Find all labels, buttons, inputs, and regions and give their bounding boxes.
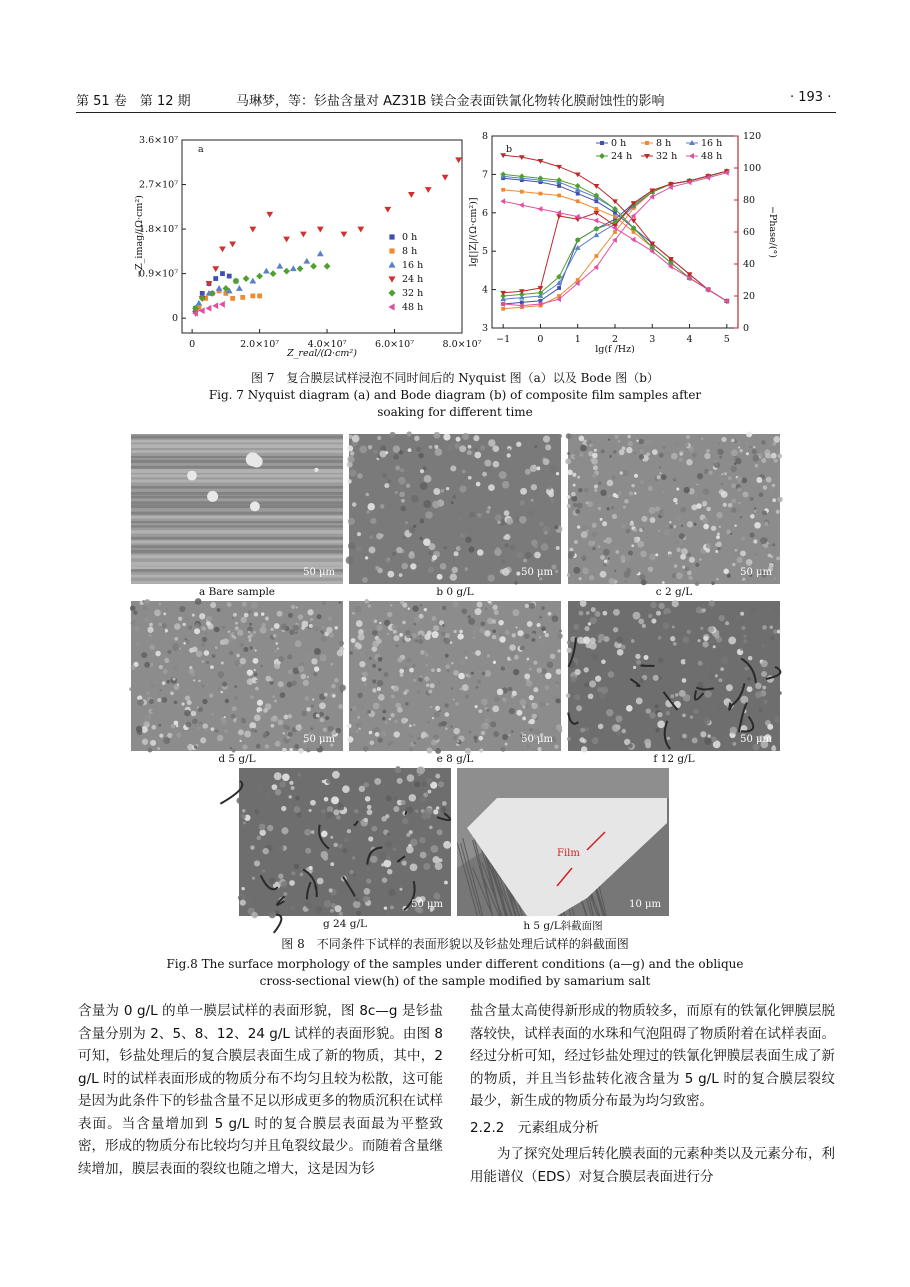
data-point [206, 305, 212, 312]
modulus-point [613, 215, 617, 219]
x-tick-label: 3 [649, 334, 656, 345]
y-tick-label: 1.8×10⁷ [139, 224, 178, 236]
x-tick-label: 5 [723, 334, 730, 345]
data-point [290, 265, 297, 271]
data-point [270, 270, 277, 277]
x-tick-label: 4.0×10⁷ [307, 339, 347, 350]
modulus-point [500, 198, 505, 204]
x-tick-label: −1 [496, 334, 511, 345]
x-tick-label: 1 [574, 334, 581, 345]
legend-label: 32 h [402, 288, 424, 299]
x-tick-label: 0 [537, 334, 544, 345]
data-point [303, 258, 310, 264]
sem-image [131, 434, 343, 584]
data-point [317, 250, 324, 256]
legend-marker [388, 303, 394, 310]
data-point [300, 232, 307, 238]
sem-image [131, 601, 343, 751]
sem-panel-label: f 12 g/L [653, 753, 695, 765]
y-tick-label: 4 [481, 284, 488, 296]
page-number: · 193 · [790, 90, 832, 105]
legend-label: 16 h [402, 260, 424, 271]
sem-image [568, 601, 780, 751]
scale-bar-label: 50 μm [411, 899, 443, 910]
modulus-point [538, 206, 543, 212]
sem-panel-label: c 2 g/L [655, 586, 693, 598]
data-point [317, 227, 324, 233]
data-point [263, 268, 270, 274]
legend-marker [689, 153, 694, 159]
modulus-point [520, 190, 524, 194]
y-tick-label: 5 [481, 246, 488, 258]
phase-point [612, 237, 617, 243]
x-tick-label: 2 [611, 334, 619, 345]
body-paragraph: 为了探究处理后转化膜表面的元素种类以及元素分布，利用能谱仪（EDS）对复合膜层表面进行分 [470, 1146, 835, 1185]
data-point [240, 295, 245, 300]
legend-label: 16 h [701, 138, 723, 149]
header-rule [76, 112, 836, 113]
y-axis-label: lg[|Z|/(Ω·cm²)] [468, 197, 479, 267]
data-point [227, 274, 232, 279]
data-point [324, 263, 331, 270]
y-tick-label: 8 [481, 131, 488, 142]
modulus-point [576, 192, 580, 196]
body-paragraph: 含量为 0 g/L 的单一膜层试样的表面形貌，图 8c—g 是钐盐含量分别为 2、5、8、12、24 g/L 试样的表面形貌。由图 8 可知，钐盐处理后的复合膜层表面生成了新的物质，其中，2 g/L 时的试样表面形成的物质分布不均匀且较为松散，这可能是因为此条件下的钐盐含量不足以形成更多的物质沉积在试样表面。当含量增加到 5 g/L 时的复合膜层表面最为平整致密，形成的物质分布比较均匀并且龟裂纹最少。而随着含量继续增加，膜层表面的裂纹也随之增大，这是因为钐 [78, 1003, 443, 1177]
y2-axis-label: −Phase/(°) [767, 206, 778, 258]
data-point [243, 275, 250, 282]
modulus-point [575, 173, 581, 178]
data-point [250, 293, 255, 298]
data-point [357, 227, 364, 233]
modulus-point [593, 218, 598, 224]
data-point [220, 271, 225, 276]
x-axis-label: lg(f /Hz) [595, 344, 635, 355]
x-tick-label: 0 [189, 339, 196, 350]
y-tick-label: 2.7×10⁷ [139, 179, 178, 191]
y2-tick-label: 40 [743, 259, 756, 270]
fig8-caption-en-line1: Fig.8 The surface morphology of the samples under different conditions (a—g) and the oblique [166, 957, 744, 971]
sem-image [568, 434, 780, 584]
y-axis-label: −Z_imag/(Ω·cm²) [134, 195, 145, 278]
phase-point [593, 226, 599, 232]
data-point [219, 246, 226, 252]
data-point [283, 268, 290, 275]
modulus-point [539, 192, 543, 196]
data-point [236, 285, 243, 291]
x-tick-label: 8.0×10⁷ [442, 339, 482, 350]
data-point [425, 187, 432, 193]
modulus-point [557, 194, 561, 198]
data-point [229, 242, 236, 248]
sem-panel-label: h 5 g/L斜截面图 [523, 920, 603, 932]
scale-bar-label: 50 μm [740, 567, 772, 578]
fig7-caption-cn: 图 7 复合膜层试样浸泡不同时间后的 Nyquist 图（a）以及 Bode 图（b） [251, 371, 659, 385]
phase-point [501, 307, 505, 311]
x-tick-label: 4 [686, 334, 693, 345]
fig7-caption-en: Fig. 7 Nyquist diagram (a) and Bode diagram (b) of composite film samples after soaking for different time [208, 388, 702, 419]
y2-tick-label: 100 [743, 163, 762, 174]
y2-tick-label: 60 [743, 227, 756, 238]
body-left-column [78, 1000, 443, 1180]
x-axis-label: Z_real/(Ω·cm²) [287, 348, 357, 359]
scale-bar-label: 50 μm [303, 734, 335, 745]
x-tick-label: 2.0×10⁷ [240, 339, 280, 350]
y2-tick-label: 80 [743, 195, 756, 206]
data-point [341, 232, 348, 238]
phase-point [500, 301, 505, 307]
sem-image [457, 768, 669, 916]
legend-marker [388, 289, 395, 296]
modulus-point [576, 199, 580, 203]
legend-label: 32 h [656, 151, 678, 162]
y-tick-label: 3 [481, 323, 488, 334]
legend-marker [600, 141, 604, 145]
y-tick-label: 0.9×10⁷ [139, 268, 178, 280]
data-point [408, 192, 415, 198]
data-point [212, 302, 218, 309]
legend-label: 8 h [402, 246, 418, 257]
data-point [442, 175, 449, 181]
fig8-caption-en-line2: cross-sectional view(h) of the sample modified by samarium salt [259, 974, 651, 988]
scale-bar-label: 50 μm [740, 734, 772, 745]
phase-line [503, 171, 727, 304]
panel-label-b: b [506, 144, 513, 155]
sem-panel-label: d 5 g/L [218, 753, 256, 765]
sem-image [349, 434, 561, 584]
modulus-point [519, 202, 524, 208]
sem-image [239, 768, 451, 916]
sem-image [349, 601, 561, 751]
data-point [216, 285, 223, 291]
legend-marker [389, 234, 394, 239]
legend-label: 48 h [701, 151, 723, 162]
data-point [276, 263, 283, 269]
data-point [266, 212, 273, 218]
data-point [219, 301, 225, 308]
y-tick-label: 6 [481, 207, 488, 219]
data-point [249, 278, 256, 284]
modulus-point [501, 188, 505, 192]
scale-bar-label: 10 μm [629, 899, 661, 910]
sem-panel-label: a Bare sample [198, 586, 276, 598]
modulus-point [575, 183, 581, 189]
legend-label: 0 h [402, 232, 418, 243]
data-point [256, 273, 263, 280]
data-point [249, 227, 256, 233]
legend-marker [389, 248, 394, 253]
data-point [213, 276, 218, 281]
data-point [455, 157, 462, 163]
bode-chart [470, 128, 780, 364]
scale-bar-label: 50 μm [521, 567, 553, 578]
phase-point [594, 254, 598, 258]
body-right-column [470, 1000, 835, 1188]
legend-marker [645, 141, 649, 145]
y-tick-label: 7 [481, 169, 488, 181]
data-point [230, 296, 235, 301]
sem-panel-label: b 0 g/L [436, 586, 474, 598]
phase-point [557, 286, 561, 290]
data-point [257, 293, 262, 298]
modulus-point [594, 207, 598, 211]
legend-marker [599, 153, 605, 159]
modulus-point [557, 184, 561, 188]
fig8-caption-cn: 图 8 不同条件下试样的表面形貌以及钐盐处理后试样的斜截面图 [281, 937, 629, 951]
legend-label: 24 h [402, 274, 424, 285]
scale-bar-label: 50 μm [303, 567, 335, 578]
modulus-point [631, 237, 636, 243]
data-point [283, 237, 290, 243]
section-heading: 2.2.2 元素组成分析 [470, 1119, 599, 1136]
legend-label: 8 h [656, 138, 672, 149]
y2-tick-label: 120 [743, 131, 762, 142]
sem-panel-label: e 8 g/L [436, 753, 474, 765]
legend-label: 0 h [611, 138, 627, 149]
y-tick-label: 0 [171, 313, 178, 325]
body-paragraph: 盐含量太高使得新形成的物质较多，而原有的铁氰化钾膜层脱落较快，试样表面的水珠和气泡阻碍了物质附着在试样表面。经过分析可知，经过钐盐处理过的铁氰化钾膜层表面生成了新的物质，并且当钐盐转化液含量为 5 g/L 时的复合膜层裂纹最少，新生成的物质分布最为均匀致密。 [470, 1003, 835, 1109]
y2-tick-label: 20 [743, 291, 756, 302]
legend-label: 48 h [402, 302, 424, 313]
phase-point [575, 237, 581, 243]
legend-marker [388, 261, 395, 267]
film-annotation: Film [557, 848, 580, 859]
panel-label-a: a [198, 144, 204, 155]
legend-label: 24 h [611, 151, 633, 162]
scale-bar-label: 50 μm [521, 734, 553, 745]
journal-volume-issue: 第 51 卷 第 12 期 [76, 94, 191, 109]
data-point [212, 266, 219, 272]
y-tick-label: 3.6×10⁷ [139, 135, 178, 146]
running-title: 马琳梦，等：钐盐含量对 AZ31B 镁合金表面铁氰化物转化膜耐蚀性的影响 [236, 94, 665, 109]
data-point [195, 300, 202, 306]
data-point [297, 265, 304, 272]
legend-marker [388, 276, 395, 282]
data-point [310, 263, 317, 270]
modulus-point [594, 199, 598, 203]
sem-panel-label: g 24 g/L [323, 918, 367, 930]
x-tick-label: 6.0×10⁷ [375, 339, 415, 350]
phase-point [500, 291, 506, 296]
data-point [384, 207, 391, 213]
phase-point [593, 232, 599, 237]
y2-tick-label: 0 [743, 323, 750, 334]
